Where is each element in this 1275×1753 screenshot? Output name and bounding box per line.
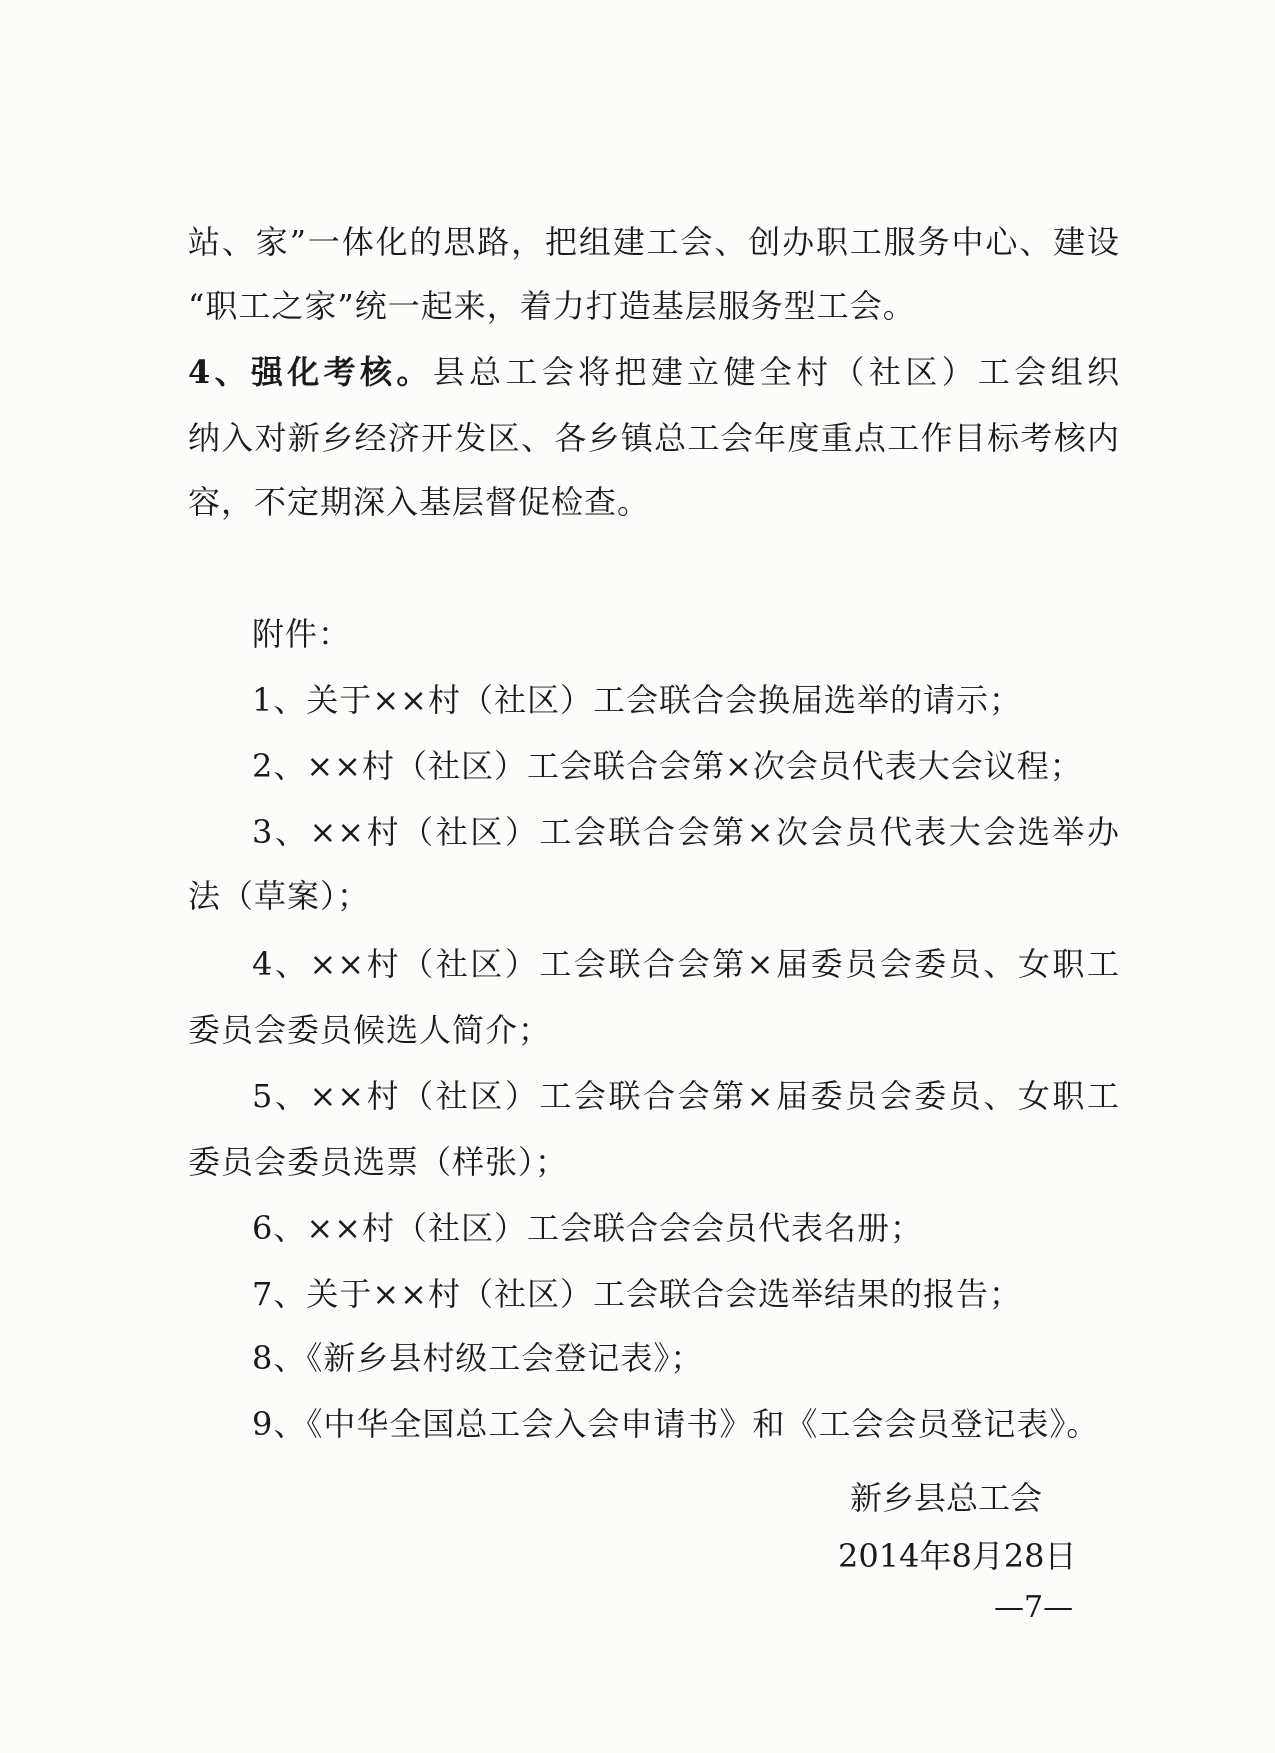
attachment-item-3-line1: 3、××村（社区）工会联合会第×次会员代表大会选举办 [252, 813, 1120, 851]
attachment-item-8: 8、《新乡县村级工会登记表》； [252, 1339, 704, 1377]
attachments-label: 附件： [252, 615, 352, 653]
signature-org: 新乡县总工会 [850, 1479, 1043, 1517]
attachment-item-3-line2: 法（草案）； [188, 877, 371, 915]
para2-line1 [188, 352, 1120, 392]
attachment-item-4-line2: 委员会委员候选人简介； [188, 1011, 552, 1049]
attachment-item-1: 1、关于××村（社区）工会联合会换届选举的请示； [252, 681, 1022, 719]
attachment-item-7: 7、关于××村（社区）工会联合会选举结果的报告； [252, 1275, 1022, 1313]
para2-heading: 4、强化考核。 [188, 353, 433, 391]
attachment-item-5-line2: 委员会委员选票（样张）； [188, 1143, 569, 1181]
para1-line1: 站、家”一体化的思路，把组建工会、创办职工服务中心、建设 [188, 223, 1120, 261]
para2-line1-rest: 县总工会将把建立健全村（社区）工会组织 [432, 353, 1120, 391]
signature-date: 2014年8月28日 [838, 1537, 1077, 1575]
attachment-item-9: 9、《中华全国总工会入会申请书》和《工会会员登记表》。 [252, 1405, 1100, 1443]
para1-line2: “职工之家”统一起来，着力打造基层服务型工会。 [188, 287, 916, 325]
attachment-item-5-line1: 5、××村（社区）工会联合会第×届委员会委员、女职工 [252, 1077, 1120, 1115]
page-number: —7— [994, 1590, 1074, 1625]
para2-line2: 纳入对新乡经济开发区、各乡镇总工会年度重点工作目标考核内 [188, 419, 1120, 457]
attachment-item-4-line1: 4、××村（社区）工会联合会第×届委员会委员、女职工 [252, 945, 1120, 983]
para2-line3: 容，不定期深入基层督促检查。 [188, 483, 651, 521]
attachment-item-6: 6、××村（社区）工会联合会会员代表名册； [252, 1209, 923, 1247]
attachment-item-2: 2、××村（社区）工会联合会第×次会员代表大会议程； [252, 747, 1083, 785]
